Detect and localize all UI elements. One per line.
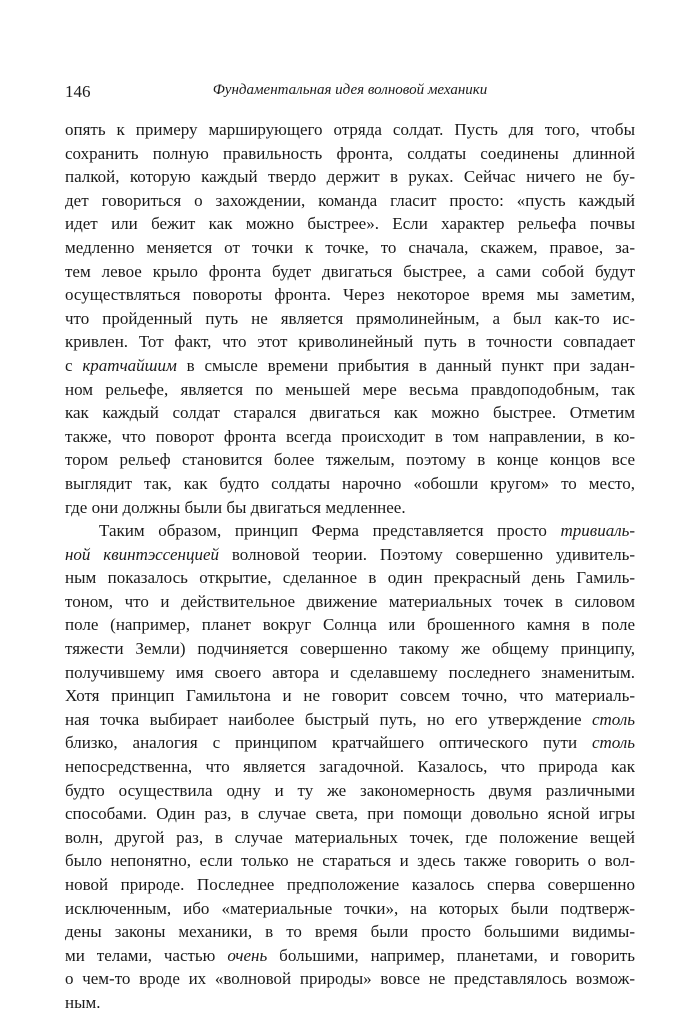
emphasized-text: столь <box>591 733 635 753</box>
text-line <box>65 944 635 968</box>
body-text <box>65 118 635 1015</box>
text-line <box>65 802 635 826</box>
text-line <box>65 448 635 472</box>
text-line <box>65 566 635 590</box>
text-line <box>65 354 635 378</box>
text-line <box>65 991 635 1015</box>
text-segment: непосредственна, что является загадочной. Казалось, что природа как <box>65 757 635 777</box>
text-line <box>65 826 635 850</box>
emphasized-text: тривиаль- <box>560 521 635 541</box>
text-segment: ми телами, частью <box>65 945 228 965</box>
text-line <box>65 496 635 520</box>
text-segment: волновой теории. Поэтому совершенно удивитель- <box>219 544 635 564</box>
text-segment: дены законы механики, в то время были просто большими видимы- <box>65 922 635 942</box>
text-line <box>65 920 635 944</box>
text-segment: большими, например, планетами, и говорить <box>267 945 635 965</box>
emphasized-text: очень <box>227 945 268 965</box>
text-segment: опять к примеру марширующего отряда солдат. Пусть для того, чтобы <box>65 120 635 139</box>
text-segment: палкой, которую каждый твердо держит в руках. Сейчас ничего не бу- <box>65 167 635 187</box>
text-line <box>65 118 635 142</box>
text-line <box>65 142 635 166</box>
text-segment: с <box>65 355 83 375</box>
text-segment: исключенным, ибо «материальные точки», на которых были подтверж- <box>65 898 635 918</box>
text-line <box>65 472 635 496</box>
text-line <box>65 378 635 402</box>
text-segment: будто осуществила одну и ту же закономерность двумя различными <box>65 780 635 800</box>
text-segment: волн, другой раз, в случае материальных точек, где положение вещей <box>65 827 635 847</box>
page-number: 146 <box>65 82 91 101</box>
text-segment: что пройденный путь не является прямолинейным, а был как-то ис- <box>65 308 635 328</box>
text-line <box>65 425 635 449</box>
text-segment: тоном, что и действительное движение материальных точек в силовом <box>65 591 635 611</box>
text-segment: Таким образом, принцип Ферма представляется просто <box>99 521 561 541</box>
text-segment: ным. <box>65 992 101 1012</box>
text-segment: выглядит так, как будто солдаты нарочно «обошли кругом» то место, <box>65 473 635 493</box>
text-line <box>65 684 635 708</box>
text-segment: также, что поворот фронта всегда происходит в том направлении, в ко- <box>65 426 635 446</box>
emphasized-text: столь <box>591 709 635 729</box>
text-line <box>65 873 635 897</box>
text-segment: получившему имя своего автора и сделавшему последнего знаменитым. <box>65 662 635 682</box>
text-line <box>65 307 635 331</box>
text-segment: где они должны были бы двигаться медленнее. <box>65 497 406 517</box>
running-title: Фундаментальная идея волновой механики <box>212 82 488 98</box>
text-segment: дет говориться о захождении, команда гласит просто: «пусть каждый <box>65 190 635 210</box>
text-segment: ным показалось открытие, сделанное в один прекрасный день Гамиль- <box>65 568 635 588</box>
text-segment: в смысле времени прибытия в данный пункт при задан- <box>176 355 635 375</box>
emphasized-text: ной квинтэссенцией <box>65 544 220 564</box>
text-segment: близко, аналогия с принципом кратчайшего оптического пути <box>65 733 592 753</box>
page-header <box>65 82 635 104</box>
text-line <box>65 897 635 921</box>
text-segment: осуществляться повороты фронта. Через некоторое время мы заметим, <box>65 285 635 305</box>
text-segment: как каждый солдат старался двигаться как можно быстрее. Отметим <box>65 403 635 423</box>
text-segment: тяжести Земли) подчиняется совершенно такому же общему принципу, <box>65 639 635 659</box>
text-line <box>65 637 635 661</box>
text-line <box>65 755 635 779</box>
emphasized-text: кратчайшим <box>82 355 177 375</box>
text-segment: сохранить полную правильность фронта, солдаты соединены длинной <box>65 143 635 163</box>
text-line <box>65 260 635 284</box>
text-line <box>65 849 635 873</box>
text-line <box>65 543 635 567</box>
text-segment: о чем-то вроде их «волновой природы» вовсе не представлялось возмож- <box>65 969 635 989</box>
text-line <box>65 330 635 354</box>
text-segment: ном рельефе, является по меньшей мере весьма правдоподобным, так <box>65 379 635 399</box>
text-line <box>65 236 635 260</box>
text-segment: тором рельеф становится более тяжелым, поэтому в конце концов все <box>65 450 635 470</box>
text-line <box>65 613 635 637</box>
text-line <box>65 165 635 189</box>
text-line <box>65 590 635 614</box>
text-segment: новой природе. Последнее предположение казалось сперва совершенно <box>65 875 635 894</box>
text-segment: тем левое крыло фронта будет двигаться быстрее, а сами собой будут <box>65 261 635 281</box>
text-line <box>65 967 635 991</box>
text-line <box>65 708 635 732</box>
text-line <box>65 283 635 307</box>
text-line <box>65 661 635 685</box>
text-line <box>65 731 635 755</box>
text-line <box>65 519 635 543</box>
text-segment: идет или бежит как можно быстрее». Если характер рельефа почвы <box>65 214 635 234</box>
text-segment: было непонятно, если только не стараться и здесь также говорить о вол- <box>65 851 635 871</box>
text-segment: кривлен. Тот факт, что этот криволинейный путь в точности совпадает <box>65 332 635 352</box>
text-segment: ная точка выбирает наиболее быстрый путь, но его утверждение <box>65 709 592 729</box>
text-line <box>65 401 635 425</box>
text-segment: Хотя принцип Гамильтона и не говорит совсем точно, что материаль- <box>65 686 635 706</box>
text-segment: медленно меняется от точки к точке, то сначала, скажем, правое, за- <box>65 237 635 257</box>
text-segment: поле (например, планет вокруг Солнца или брошенного камня в поле <box>65 615 635 635</box>
text-line <box>65 212 635 236</box>
text-line <box>65 779 635 803</box>
text-line <box>65 189 635 213</box>
text-segment: способами. Один раз, в случае света, при помощи довольно ясной игры <box>65 804 635 824</box>
